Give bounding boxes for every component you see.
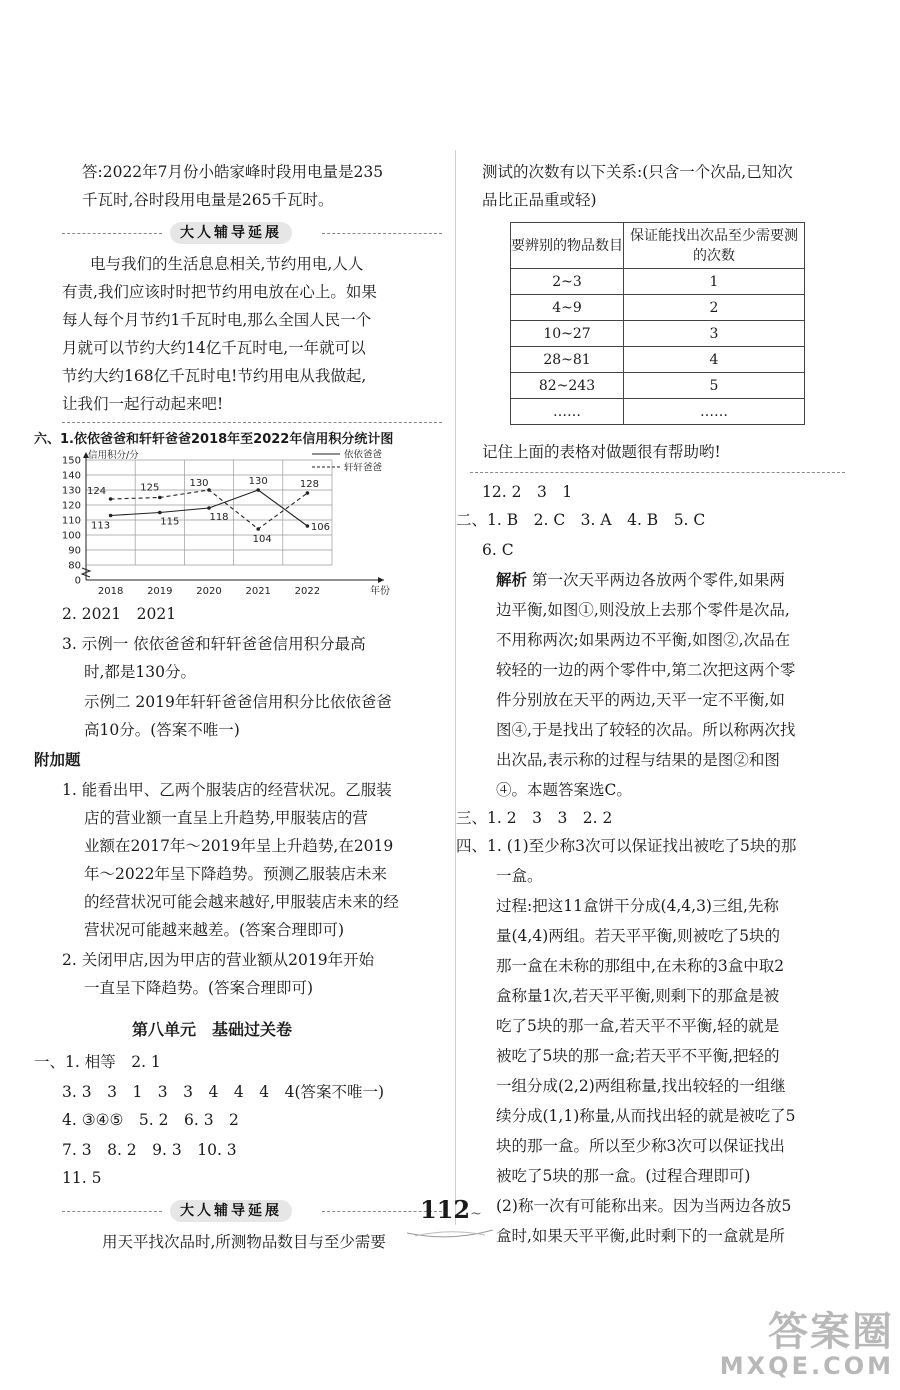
question-number: 六、1. — [34, 432, 74, 447]
table-header-row — [511, 223, 805, 269]
paragraph-line: 每人每个月节约1千瓦时电,那么全国人民一个 — [62, 311, 372, 329]
y-axis-label: 信用积分/分 — [88, 450, 139, 461]
answer-text: 1. 能看出甲、乙两个服装店的经营状况。乙服装 — [62, 781, 392, 799]
data-point — [109, 497, 113, 501]
data-point — [158, 511, 162, 515]
x-axis-arrow — [378, 577, 384, 583]
column-divider — [455, 150, 456, 1225]
answer-text: 续分成(1,1)称量,从而找出轻的就是被吃了5 — [496, 1107, 796, 1125]
answer-text: 业额在2017年～2019年呈上升趋势,在2019 — [84, 837, 394, 855]
unit-title: 第八单元 基础过关卷 — [132, 1020, 293, 1039]
answer-text: 年～2022年呈下降趋势。预测乙服装店未来 — [84, 865, 387, 883]
y-tick-label: 0 — [74, 575, 81, 587]
answer-text: 营状况可能越来越差。(答案合理即可) — [84, 921, 345, 939]
table-cell: 5 — [624, 373, 805, 399]
banner-label: 大人辅导延展 — [170, 1200, 292, 1222]
answer-text: 12. 2 3 1 — [482, 483, 573, 501]
answer-text: 一组分成(2,2)两组称量,找出较轻的一组继 — [496, 1077, 786, 1095]
data-label: 113 — [91, 520, 111, 532]
analysis-label: 解析 — [496, 571, 528, 589]
answer-text: 千瓦时,谷时段用电量是265千瓦时。 — [82, 191, 334, 209]
table-row — [511, 269, 805, 295]
dash-separator — [62, 422, 442, 423]
answer-text: 高10分。(答案不唯一) — [84, 721, 240, 739]
paragraph-line: 月就可以节约大约14亿千瓦时电,一年就可以 — [62, 339, 366, 357]
dash-separator — [470, 472, 845, 473]
answer-text: (2)称一次有可能称出来。因为当两边各放5 — [496, 1197, 792, 1215]
answer-text: 7. 3 8. 2 9. 3 10. 3 — [62, 1141, 237, 1159]
legend-label: 依依爸爸 — [344, 449, 383, 461]
paragraph-line: 有责,我们应该时时把节约用电放在心上。如果 — [62, 283, 377, 301]
credit-score-line-chart — [34, 448, 404, 598]
table-cell: 28~81 — [511, 347, 624, 373]
answer-text: 6. C — [482, 541, 514, 559]
answer-text: 那一盒在未称的那组中,在未称的3盒中取2 — [496, 957, 785, 975]
x-tick-label: 2019 — [147, 586, 173, 597]
answer-text: 一盒。 — [496, 867, 543, 885]
table-cell: 4 — [624, 347, 805, 373]
analysis-line: 较轻的一边的两个零件中,第二次把这两个零 — [496, 661, 796, 679]
paragraph-line: 品比正品重或轻) — [482, 191, 597, 209]
table-header-cell: 保证能找出次品至少需要测的次数 — [624, 223, 805, 269]
table-header-cell: 要辨别的物品数目 — [511, 223, 624, 269]
data-label: 118 — [209, 512, 229, 523]
answer-text: 店的营业额一直呈上升趋势,甲服装店的营 — [84, 809, 368, 827]
answer-text: 示例二 2019年轩轩爸爸信用积分比依依爸爸 — [84, 693, 392, 711]
answer-text: 盒时,如果天平平衡,此时剩下的一盒就是所 — [496, 1227, 785, 1245]
answer-text: 三、1. 2 3 3 2. 2 — [456, 809, 613, 827]
y-tick-label: 140 — [61, 470, 81, 482]
y-tick-label: 100 — [61, 530, 81, 542]
y-tick-label: 150 — [61, 455, 81, 467]
y-tick-label: 80 — [68, 560, 81, 572]
data-label: 125 — [140, 482, 160, 494]
watermark-url: MXQE.COM — [719, 1352, 894, 1380]
page-number-swash: ~ — [470, 1206, 482, 1222]
data-point — [207, 506, 211, 510]
answer-text: 11. 5 — [62, 1169, 102, 1187]
table-cell: 2~3 — [511, 269, 624, 295]
answer-text: 2. 2021 2021 — [62, 605, 177, 623]
data-label: 106 — [310, 522, 330, 533]
table-row — [511, 295, 805, 321]
note-text: 记住上面的表格对做题很有帮助哟! — [482, 443, 721, 461]
answer-text: 块的那一盒。所以至少称3次可以保证找出 — [496, 1137, 785, 1155]
answer-text: 盒称量1次,若天平平衡,则剩下的那盒是被 — [496, 987, 780, 1005]
answer-text: 答:2022年7月份小皓家峰时段用电量是235 — [82, 163, 384, 181]
paragraph-line: 节约大约168亿千瓦时电!节约用电从我做起, — [62, 367, 367, 385]
page-number — [420, 1195, 482, 1224]
data-label: 124 — [87, 486, 107, 497]
answer-text: 被吃了5块的那一盒;若天平不平衡,把轻的 — [496, 1047, 780, 1065]
answer-text: 被吃了5块的那一盒。(过程合理即可) — [496, 1167, 751, 1185]
page-number-ornament — [405, 1226, 495, 1240]
x-tick-label: 2020 — [196, 586, 222, 597]
y-tick-label: 130 — [61, 485, 81, 497]
answer-text: 时,都是130分。 — [84, 663, 197, 681]
analysis-line — [496, 568, 785, 592]
banner-label: 大人辅导延展 — [170, 222, 292, 244]
answer-text: 四、1. (1)至少称3次可以保证找出被吃了5块的那 — [456, 837, 797, 855]
data-point — [306, 491, 310, 495]
axis-break-mark — [82, 568, 90, 577]
data-label: 130 — [248, 476, 268, 487]
table-cell: 4~9 — [511, 295, 624, 321]
legend-label: 轩轩爸爸 — [344, 462, 383, 474]
answer-text: 量(4,4)两组。若天平平衡,则被吃了5块的 — [496, 927, 781, 945]
data-label: 130 — [189, 478, 209, 489]
answer-text: 3. 示例一 依依爸爸和轩轩爸爸信用积分最高 — [62, 635, 366, 653]
analysis-line: ④。本题答案选C。 — [496, 781, 632, 799]
answer-text: 吃了5块的那一盒,若天平不平衡,轻的就是 — [496, 1017, 780, 1035]
table-row — [511, 373, 805, 399]
paragraph-line: 电与我们的生活息息相关,节约用电,人人 — [90, 255, 364, 273]
data-point — [109, 514, 113, 518]
x-tick-label: 2021 — [245, 586, 271, 597]
answer-text: 4. ③④⑤ 5. 2 6. 3 2 — [62, 1111, 239, 1129]
table-cell: 82~243 — [511, 373, 624, 399]
table-row — [511, 399, 805, 425]
data-label: 104 — [252, 534, 272, 545]
table-cell: 2 — [624, 295, 805, 321]
page-number-text: 112 — [420, 1195, 471, 1224]
data-point — [158, 496, 162, 500]
analysis-line: 件分别放在天平的两边,天平一定不平衡,如 — [496, 691, 785, 709]
answer-text: 过程:把这11盒饼干分成(4,4,3)三组,先称 — [496, 897, 779, 915]
section-banner — [62, 1200, 442, 1222]
watermark-logo: 答案圈 — [768, 1309, 894, 1355]
data-label: 115 — [160, 516, 180, 528]
x-axis-label: 年份 — [370, 586, 390, 597]
y-tick-label: 90 — [68, 545, 81, 557]
table-cell: …… — [511, 399, 624, 425]
paragraph-line: 测试的次数有以下关系:(只含一个次品,已知次 — [482, 163, 793, 181]
x-tick-label: 2018 — [97, 586, 124, 597]
answer-text: 3. 3 3 1 3 3 4 4 4 4(答案不唯一) — [62, 1083, 385, 1101]
answer-text: 的经营状况可能会越来越好,甲服装店未来的经 — [84, 893, 399, 911]
reference-table — [510, 222, 805, 425]
data-label: 128 — [299, 479, 319, 490]
analysis-text: 第一次天平两边各放两个零件,如果两 — [531, 571, 785, 589]
paragraph-line: 让我们一起行动起来吧! — [62, 395, 224, 413]
answer-text: 一、1. 相等 2. 1 — [34, 1053, 161, 1071]
table-cell: …… — [624, 399, 805, 425]
chart-title: 依依爸爸和轩轩爸爸2018年至2022年信用积分统计图 — [73, 432, 394, 447]
data-point — [256, 488, 260, 492]
analysis-line: 边平衡,如图①,则没放上去那个零件是次品, — [496, 601, 790, 619]
table-cell: 3 — [624, 321, 805, 347]
analysis-line: 图④,于是找出了较轻的次品。所以称两次找 — [496, 721, 796, 739]
data-point — [256, 527, 260, 531]
y-tick-label: 110 — [61, 515, 81, 527]
analysis-line: 出次品,表示称的过程与结果的是图②和图 — [496, 751, 780, 769]
data-point — [306, 524, 310, 528]
paragraph-line: 用天平找次品时,所测物品数目与至少需要 — [102, 1233, 386, 1251]
table-row — [511, 347, 805, 373]
answer-text: 一直呈下降趋势。(答案合理即可) — [84, 979, 314, 997]
x-tick-label: 2022 — [294, 586, 321, 597]
table-cell: 10~27 — [511, 321, 624, 347]
table-cell: 1 — [624, 269, 805, 295]
extra-title: 附加题 — [34, 751, 81, 769]
analysis-line: 不用称两次;如果两边不平衡,如图②,次品在 — [496, 631, 791, 649]
table-row — [511, 321, 805, 347]
section-banner — [62, 222, 442, 244]
answer-text: 二、1. B 2. C 3. A 4. B 5. C — [456, 511, 706, 529]
answer-text: 2. 关闭甲店,因为甲店的营业额从2019年开始 — [62, 951, 375, 969]
y-tick-label: 120 — [61, 500, 81, 512]
